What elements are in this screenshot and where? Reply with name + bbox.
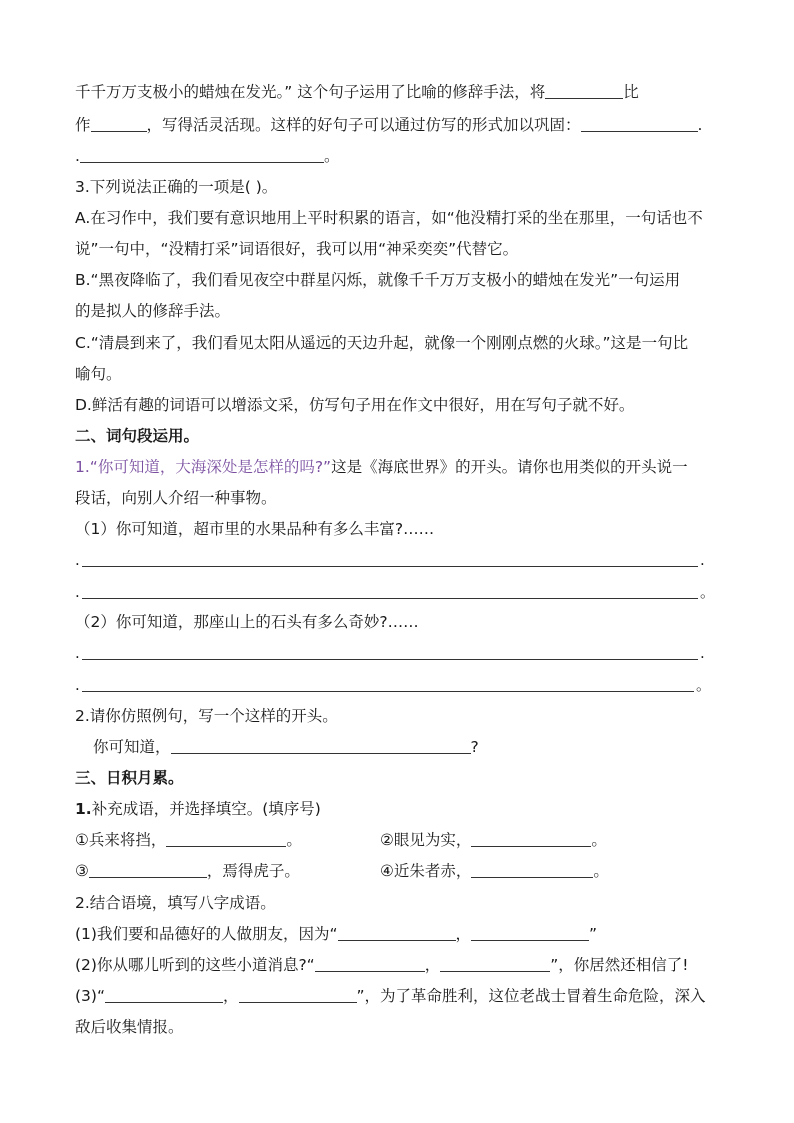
writing-line[interactable] [82, 691, 694, 692]
answer-blank[interactable] [471, 831, 591, 847]
sentence-line-3 [75, 146, 723, 166]
idiom-item-4 [380, 861, 680, 881]
line-marker: . [700, 644, 705, 662]
prompt-2: （2）你可知道，那座山上的石头有多么奇妙?…… [75, 613, 419, 631]
answer-blank[interactable] [315, 956, 425, 972]
context-text: (3)“ [75, 987, 105, 1005]
context-text: ”，为了革命胜利，这位老战士冒着生命危险，深入 [356, 987, 706, 1005]
context-item-3-line-2: 敌后收集情报。 [75, 1018, 184, 1036]
answer-blank[interactable] [91, 116, 147, 132]
idiom-text: ③ [75, 862, 89, 880]
writing-line[interactable] [82, 566, 698, 567]
question-text: 补充成语，并选择填空。(填序号) [91, 800, 321, 818]
answer-blank[interactable] [80, 147, 324, 163]
sentence-text: 作 [75, 116, 91, 134]
question-3-stem: 3.下列说法正确的一项是( )。 [75, 178, 278, 196]
section-2-q1-line-2: 段话，向别人介绍一种事物。 [75, 489, 277, 507]
answer-blank[interactable] [89, 862, 207, 878]
answer-suffix: ? [470, 738, 479, 756]
writing-line[interactable] [82, 659, 698, 660]
option-c-line-2: 喻句。 [75, 365, 122, 383]
quoted-opening: 1.“你可知道，大海深处是怎样的吗?” [75, 458, 332, 476]
answer-blank[interactable] [171, 738, 471, 754]
section-2-q1-line-1 [75, 457, 723, 477]
option-b-line-1: B.“黑夜降临了，我们看见夜空中群星闪烁，就像千千万万支极小的蜡烛在发光”一句运用 [75, 271, 681, 289]
idiom-text: 。 [286, 831, 302, 849]
idiom-text: ①兵来将挡， [75, 831, 167, 849]
context-text: (2)你从哪儿听到的这些小道消息?“ [75, 956, 315, 974]
answer-blank[interactable] [239, 987, 357, 1003]
line-marker: . [75, 644, 80, 662]
context-item-1 [75, 924, 723, 944]
answer-blank[interactable] [471, 925, 589, 941]
section-2-title: 二、词句段运用。 [75, 427, 200, 445]
idiom-item-1 [75, 830, 375, 850]
context-item-3-line-1 [75, 986, 723, 1006]
line-marker: . [75, 583, 80, 601]
section-3-title: 三、日积月累。 [75, 769, 184, 787]
line-marker: . [700, 551, 705, 569]
answer-blank[interactable] [338, 925, 456, 941]
answer-blank[interactable] [581, 116, 698, 132]
section-3-q1 [75, 799, 723, 819]
option-b-line-2: 的是拟人的修辞手法。 [75, 302, 231, 320]
sentence-text: . [75, 147, 80, 165]
idiom-text: 。 [593, 862, 609, 880]
option-d: D.鲜活有趣的词语可以增添文采，仿写句子用在作文中很好，用在写句子就不好。 [75, 396, 635, 414]
sentence-text: ，写得活灵活现。这样的好句子可以通过仿写的形式加以巩固： [146, 116, 581, 134]
line-marker: . [75, 551, 80, 569]
section-2-q2: 2.请你仿照例句，写一个这样的开头。 [75, 707, 338, 725]
writing-line[interactable] [82, 598, 698, 599]
sentence-text: 千千万万支极小的蜡烛在发光。” 这个句子运用了比喻的修辞手法，将 [75, 83, 546, 101]
option-a-line-1: A.在习作中，我们要有意识地用上平时积累的语言，如“他没精打采的坐在那里，一句话也不 [75, 209, 703, 227]
line-marker: 。 [696, 676, 712, 694]
line-marker: . [75, 676, 80, 694]
idiom-text: 。 [591, 831, 607, 849]
line-marker: 。 [700, 583, 716, 601]
answer-blank[interactable] [471, 862, 593, 878]
context-text: ， [424, 956, 441, 974]
prompt-1: （1）你可知道，超市里的水果品种有多么丰富?…… [75, 520, 435, 538]
idiom-item-3 [75, 861, 375, 881]
option-a-line-2: 说”一句中，“没精打采”词语很好，我可以用“神采奕奕”代替它。 [75, 240, 519, 258]
idiom-text: ，焉得虎子。 [206, 862, 300, 880]
sentence-text: . [697, 116, 703, 134]
context-text: ， [223, 987, 239, 1005]
sentence-text: 。 [323, 147, 340, 165]
answer-blank[interactable] [545, 83, 623, 99]
section-3-q2: 2.结合语境，填写八字成语。 [75, 894, 276, 912]
sentence-text: 比 [623, 83, 639, 101]
answer-blank[interactable] [440, 956, 550, 972]
answer-blank[interactable] [105, 987, 223, 1003]
question-text: 这是《海底世界》的开头。请你也用类似的开头说一 [331, 458, 688, 476]
context-text: ” [589, 925, 598, 943]
sentence-line-1 [75, 82, 723, 102]
answer-blank[interactable] [166, 831, 286, 847]
section-2-q2-answer-line [93, 737, 741, 757]
context-text: ， [455, 925, 472, 943]
context-text: (1)我们要和品德好的人做朋友，因为“ [75, 925, 338, 943]
option-c-line-1: C.“清晨到来了，我们看见太阳从遥远的天边升起，就像一个刚刚点燃的火球。”这是一句比 [75, 334, 689, 352]
question-number: 1. [75, 800, 92, 818]
answer-prefix: 你可知道， [93, 738, 171, 756]
context-item-2 [75, 955, 723, 975]
idiom-text: ②眼见为实， [380, 831, 472, 849]
idiom-text: ④近朱者赤， [380, 862, 472, 880]
sentence-line-2 [75, 115, 723, 135]
idiom-item-2 [380, 830, 680, 850]
context-text: ”，你居然还相信了! [550, 956, 689, 974]
